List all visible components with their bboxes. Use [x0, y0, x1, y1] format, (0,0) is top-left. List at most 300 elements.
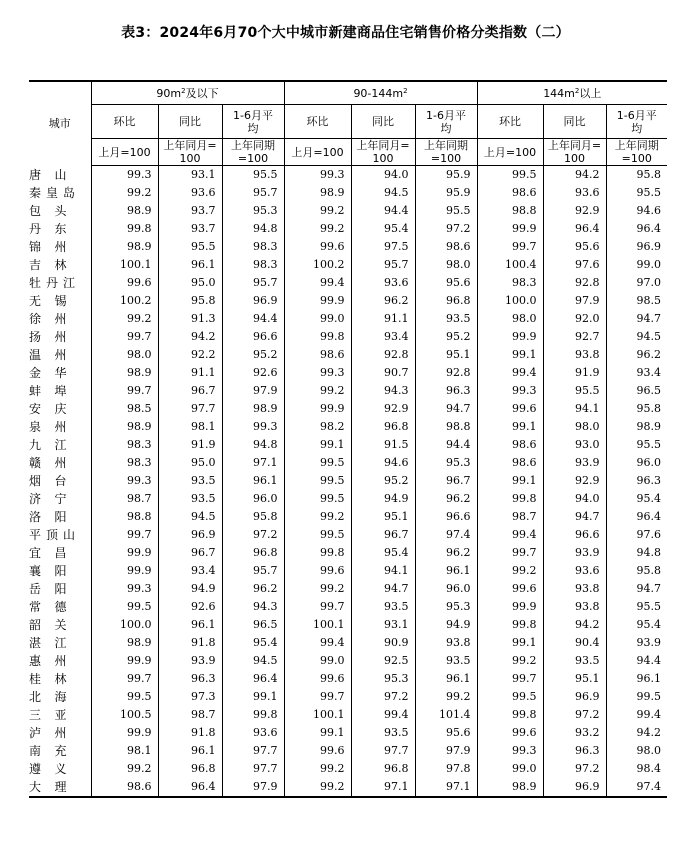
index-value: 96.4 — [543, 220, 606, 238]
index-value: 95.5 — [158, 238, 222, 256]
index-value: 93.8 — [543, 580, 606, 598]
index-value: 99.9 — [477, 598, 543, 616]
index-value: 92.0 — [543, 310, 606, 328]
index-value: 93.5 — [415, 310, 477, 328]
index-value: 99.9 — [477, 220, 543, 238]
city-label: 泸 州 — [29, 726, 67, 740]
index-value: 95.4 — [351, 544, 415, 562]
table-row — [29, 742, 667, 760]
index-value: 99.8 — [284, 328, 351, 346]
index-value: 99.2 — [284, 508, 351, 526]
index-value: 97.2 — [351, 688, 415, 706]
index-value: 99.4 — [477, 364, 543, 382]
base-period-header: 上月=100 — [477, 139, 543, 166]
index-value: 95.7 — [222, 184, 284, 202]
index-value: 91.9 — [543, 364, 606, 382]
index-value: 99.7 — [477, 544, 543, 562]
index-value: 99.3 — [477, 742, 543, 760]
index-value: 98.5 — [606, 292, 667, 310]
index-value: 98.1 — [158, 418, 222, 436]
city-name — [29, 490, 91, 508]
index-value: 96.0 — [415, 580, 477, 598]
index-value: 98.9 — [222, 400, 284, 418]
index-value: 99.4 — [477, 526, 543, 544]
index-value: 96.2 — [222, 580, 284, 598]
city-label: 赣 州 — [29, 456, 67, 470]
price-index-table — [29, 80, 667, 798]
index-value: 98.3 — [222, 256, 284, 274]
index-value: 99.9 — [284, 400, 351, 418]
table-row — [29, 706, 667, 724]
index-value: 97.6 — [543, 256, 606, 274]
index-value: 94.7 — [415, 400, 477, 418]
index-value: 93.5 — [543, 652, 606, 670]
index-value: 95.6 — [415, 724, 477, 742]
index-value: 95.3 — [415, 598, 477, 616]
group-header-small: $90m^2$及以下 — [91, 81, 284, 105]
index-value: 98.0 — [477, 310, 543, 328]
index-value: 99.9 — [91, 544, 158, 562]
city-name — [29, 328, 91, 346]
index-value: 99.8 — [222, 706, 284, 724]
index-value: 96.9 — [222, 292, 284, 310]
index-value: 99.9 — [91, 562, 158, 580]
index-value: 99.2 — [91, 760, 158, 778]
subcolumn-header: 同比 — [351, 105, 415, 139]
index-value: 95.0 — [158, 454, 222, 472]
index-value: 94.0 — [351, 166, 415, 185]
index-value: 99.1 — [477, 346, 543, 364]
index-value: 99.8 — [91, 220, 158, 238]
index-value: 93.7 — [158, 202, 222, 220]
index-value: 99.2 — [415, 688, 477, 706]
index-value: 99.7 — [91, 670, 158, 688]
index-value: 98.9 — [91, 634, 158, 652]
index-value: 99.5 — [284, 490, 351, 508]
index-value: 100.5 — [91, 706, 158, 724]
index-value: 94.0 — [543, 490, 606, 508]
index-value: 96.6 — [543, 526, 606, 544]
subcolumn-header: 环比 — [91, 105, 158, 139]
index-value: 94.8 — [222, 436, 284, 454]
city-label: 金 华 — [29, 366, 67, 380]
index-value: 99.6 — [284, 670, 351, 688]
index-value: 99.6 — [477, 400, 543, 418]
city-label: 丹 东 — [29, 222, 67, 236]
index-value: 98.6 — [477, 454, 543, 472]
index-value: 99.5 — [284, 526, 351, 544]
index-value: 99.2 — [284, 382, 351, 400]
index-value: 97.3 — [158, 688, 222, 706]
index-value: 99.5 — [606, 688, 667, 706]
index-value: 91.1 — [158, 364, 222, 382]
city-name — [29, 220, 91, 238]
index-value: 96.9 — [158, 526, 222, 544]
index-value: 91.8 — [158, 634, 222, 652]
index-value: 91.8 — [158, 724, 222, 742]
index-value: 98.8 — [91, 508, 158, 526]
city-label: 秦 皇 岛 — [29, 186, 76, 200]
index-value: 94.4 — [606, 652, 667, 670]
index-value: 100.0 — [91, 616, 158, 634]
table-row — [29, 472, 667, 490]
table-body — [29, 166, 667, 798]
index-value: 92.9 — [543, 472, 606, 490]
base-period-header: 上年同月=100 — [543, 139, 606, 166]
city-label: 韶 关 — [29, 618, 67, 632]
subcolumn-header: 同比 — [543, 105, 606, 139]
index-value: 91.3 — [158, 310, 222, 328]
index-value: 95.9 — [415, 184, 477, 202]
index-value: 97.4 — [415, 526, 477, 544]
index-value: 95.5 — [606, 598, 667, 616]
index-value: 99.8 — [477, 706, 543, 724]
index-value: 96.2 — [415, 544, 477, 562]
table-row — [29, 166, 667, 185]
table-title: 表3：2024年6月70个大中城市新建商品住宅销售价格分类指数（二） — [121, 25, 570, 41]
index-value: 96.7 — [158, 382, 222, 400]
index-value: 99.7 — [477, 670, 543, 688]
index-value: 97.7 — [158, 400, 222, 418]
index-value: 98.6 — [415, 238, 477, 256]
index-value: 95.7 — [222, 562, 284, 580]
table-row — [29, 454, 667, 472]
index-value: 99.2 — [91, 184, 158, 202]
index-value: 92.7 — [543, 328, 606, 346]
index-value: 99.6 — [284, 562, 351, 580]
index-value: 94.9 — [351, 490, 415, 508]
index-value: 97.9 — [222, 778, 284, 797]
index-value: 99.7 — [284, 598, 351, 616]
index-value: 98.9 — [284, 184, 351, 202]
index-value: 97.1 — [222, 454, 284, 472]
table-row — [29, 724, 667, 742]
index-value: 91.1 — [351, 310, 415, 328]
table-row — [29, 238, 667, 256]
index-value: 99.6 — [284, 742, 351, 760]
city-name — [29, 400, 91, 418]
index-value: 95.0 — [158, 274, 222, 292]
city-label: 桂 林 — [29, 672, 67, 686]
index-value: 99.3 — [284, 166, 351, 185]
index-value: 95.7 — [351, 256, 415, 274]
index-value: 95.1 — [351, 508, 415, 526]
index-value: 101.4 — [415, 706, 477, 724]
city-name — [29, 706, 91, 724]
index-value: 99.8 — [477, 490, 543, 508]
index-value: 98.4 — [606, 760, 667, 778]
index-value: 92.8 — [351, 346, 415, 364]
city-name — [29, 472, 91, 490]
index-value: 98.0 — [543, 418, 606, 436]
index-value: 98.0 — [606, 742, 667, 760]
table-row — [29, 508, 667, 526]
index-value: 96.9 — [543, 688, 606, 706]
index-value: 98.9 — [91, 418, 158, 436]
index-value: 95.3 — [351, 670, 415, 688]
index-value: 94.6 — [606, 202, 667, 220]
index-value: 99.6 — [284, 238, 351, 256]
index-value: 97.1 — [351, 778, 415, 797]
index-value: 94.7 — [606, 310, 667, 328]
index-value: 99.2 — [284, 778, 351, 797]
index-value: 98.6 — [91, 778, 158, 797]
index-value: 93.2 — [543, 724, 606, 742]
city-label: 温 州 — [29, 348, 67, 362]
city-label: 吉 林 — [29, 258, 67, 272]
index-value: 93.5 — [415, 652, 477, 670]
index-value: 96.4 — [222, 670, 284, 688]
index-value: 98.0 — [415, 256, 477, 274]
index-value: 92.8 — [543, 274, 606, 292]
city-name — [29, 562, 91, 580]
city-label: 岳 阳 — [29, 582, 67, 596]
index-value: 94.5 — [222, 652, 284, 670]
index-value: 91.9 — [158, 436, 222, 454]
index-value: 96.2 — [351, 292, 415, 310]
table-row — [29, 760, 667, 778]
index-value: 99.7 — [284, 688, 351, 706]
table-row — [29, 346, 667, 364]
table-row — [29, 562, 667, 580]
index-value: 94.2 — [543, 166, 606, 185]
index-value: 94.8 — [222, 220, 284, 238]
city-name — [29, 652, 91, 670]
city-label: 遵 义 — [29, 762, 67, 776]
index-value: 96.3 — [606, 472, 667, 490]
city-label: 徐 州 — [29, 312, 67, 326]
index-value: 93.9 — [158, 652, 222, 670]
index-value: 99.8 — [477, 616, 543, 634]
index-value: 99.1 — [284, 436, 351, 454]
index-value: 99.2 — [284, 202, 351, 220]
index-value: 93.5 — [351, 598, 415, 616]
index-value: 99.0 — [477, 760, 543, 778]
index-value: 93.6 — [543, 184, 606, 202]
index-value: 99.7 — [477, 238, 543, 256]
index-value: 98.8 — [415, 418, 477, 436]
index-value: 93.4 — [158, 562, 222, 580]
index-value: 98.9 — [91, 202, 158, 220]
index-value: 94.4 — [415, 436, 477, 454]
table-header — [29, 81, 667, 166]
index-value: 96.2 — [606, 346, 667, 364]
index-value: 94.6 — [351, 454, 415, 472]
city-label: 烟 台 — [29, 474, 67, 488]
index-value: 99.3 — [284, 364, 351, 382]
city-name — [29, 292, 91, 310]
table-row — [29, 670, 667, 688]
index-value: 99.2 — [91, 310, 158, 328]
index-value: 95.2 — [415, 328, 477, 346]
index-value: 93.6 — [158, 184, 222, 202]
city-name — [29, 274, 91, 292]
table-row — [29, 364, 667, 382]
index-value: 93.9 — [543, 544, 606, 562]
index-value: 95.8 — [606, 400, 667, 418]
index-value: 97.2 — [415, 220, 477, 238]
table-row — [29, 526, 667, 544]
index-value: 96.4 — [606, 508, 667, 526]
index-value: 96.6 — [222, 328, 284, 346]
index-value: 96.8 — [158, 760, 222, 778]
index-value: 96.0 — [606, 454, 667, 472]
index-value: 95.2 — [222, 346, 284, 364]
index-value: 99.0 — [284, 652, 351, 670]
index-value: 99.5 — [284, 472, 351, 490]
index-value: 95.8 — [606, 562, 667, 580]
index-value: 98.6 — [284, 346, 351, 364]
index-value: 99.6 — [91, 274, 158, 292]
index-value: 100.1 — [91, 256, 158, 274]
index-value: 95.6 — [543, 238, 606, 256]
index-value: 97.7 — [222, 742, 284, 760]
index-value: 99.3 — [222, 418, 284, 436]
index-value: 99.8 — [284, 544, 351, 562]
index-value: 97.8 — [415, 760, 477, 778]
city-label: 锦 州 — [29, 240, 67, 254]
index-value: 93.7 — [158, 220, 222, 238]
index-value: 94.5 — [351, 184, 415, 202]
city-name — [29, 526, 91, 544]
index-value: 93.1 — [158, 166, 222, 185]
index-value: 96.6 — [415, 508, 477, 526]
subcolumn-header: 环比 — [284, 105, 351, 139]
index-value: 99.9 — [91, 652, 158, 670]
index-value: 96.1 — [415, 670, 477, 688]
index-value: 93.9 — [543, 454, 606, 472]
index-value: 94.4 — [222, 310, 284, 328]
table-row — [29, 256, 667, 274]
city-label: 泉 州 — [29, 420, 67, 434]
index-value: 95.3 — [222, 202, 284, 220]
base-period-header: 上年同月=100 — [351, 139, 415, 166]
group-header-large: $144m^2$以上 — [477, 81, 667, 105]
index-value: 95.5 — [606, 436, 667, 454]
city-name — [29, 364, 91, 382]
index-value: 93.5 — [351, 724, 415, 742]
index-value: 97.5 — [351, 238, 415, 256]
index-value: 99.5 — [284, 454, 351, 472]
index-value: 94.2 — [606, 724, 667, 742]
index-value: 95.5 — [222, 166, 284, 185]
index-value: 98.3 — [222, 238, 284, 256]
index-value: 93.5 — [158, 472, 222, 490]
table-row — [29, 418, 667, 436]
table-row — [29, 616, 667, 634]
index-value: 94.7 — [606, 580, 667, 598]
index-value: 100.4 — [477, 256, 543, 274]
city-label: 唐 山 — [29, 167, 67, 182]
city-label: 襄 阳 — [29, 564, 67, 578]
city-name — [29, 454, 91, 472]
index-value: 98.3 — [477, 274, 543, 292]
index-value: 94.1 — [351, 562, 415, 580]
index-value: 99.5 — [477, 166, 543, 185]
index-value: 98.9 — [91, 238, 158, 256]
index-value: 92.6 — [222, 364, 284, 382]
table-row — [29, 184, 667, 202]
index-value: 95.2 — [351, 472, 415, 490]
index-value: 94.3 — [222, 598, 284, 616]
index-value: 98.3 — [91, 454, 158, 472]
index-value: 94.3 — [351, 382, 415, 400]
city-name — [29, 184, 91, 202]
index-value: 97.9 — [415, 742, 477, 760]
city-name — [29, 742, 91, 760]
index-value: 95.1 — [415, 346, 477, 364]
index-value: 95.4 — [222, 634, 284, 652]
index-value: 99.2 — [284, 580, 351, 598]
index-value: 99.4 — [284, 274, 351, 292]
index-value: 98.8 — [477, 202, 543, 220]
index-value: 95.3 — [415, 454, 477, 472]
city-label: 济 宁 — [29, 492, 67, 506]
table-row — [29, 310, 667, 328]
city-label: 蚌 埠 — [29, 384, 67, 398]
index-value: 96.9 — [606, 238, 667, 256]
table-row — [29, 328, 667, 346]
city-name — [29, 544, 91, 562]
index-value: 96.4 — [606, 220, 667, 238]
index-value: 97.9 — [222, 382, 284, 400]
index-value: 95.4 — [606, 616, 667, 634]
index-value: 96.1 — [158, 616, 222, 634]
index-value: 99.0 — [284, 310, 351, 328]
index-value: 96.1 — [415, 562, 477, 580]
city-name — [29, 778, 91, 797]
city-name — [29, 238, 91, 256]
index-value: 98.7 — [477, 508, 543, 526]
city-name — [29, 670, 91, 688]
index-value: 93.6 — [351, 274, 415, 292]
city-name — [29, 202, 91, 220]
city-label: 无 锡 — [29, 294, 67, 308]
index-value: 90.9 — [351, 634, 415, 652]
city-name — [29, 418, 91, 436]
index-value: 95.5 — [415, 202, 477, 220]
base-period-header: 上年同期=100 — [415, 139, 477, 166]
index-value: 99.1 — [477, 418, 543, 436]
group-header-medium: $90-144m^2$ — [284, 81, 477, 105]
index-value: 99.5 — [477, 688, 543, 706]
subcolumn-header: 同比 — [158, 105, 222, 139]
index-value: 92.6 — [158, 598, 222, 616]
index-value: 96.3 — [543, 742, 606, 760]
index-value: 93.4 — [606, 364, 667, 382]
index-value: 99.0 — [606, 256, 667, 274]
table-row — [29, 778, 667, 797]
index-value: 96.7 — [351, 526, 415, 544]
index-value: 94.9 — [415, 616, 477, 634]
index-value: 94.7 — [351, 580, 415, 598]
index-value: 95.4 — [606, 490, 667, 508]
table-row — [29, 202, 667, 220]
index-value: 96.3 — [415, 382, 477, 400]
index-value: 93.5 — [158, 490, 222, 508]
index-value: 96.4 — [158, 778, 222, 797]
city-label: 湛 江 — [29, 636, 67, 650]
index-value: 99.7 — [91, 526, 158, 544]
index-value: 94.4 — [351, 202, 415, 220]
index-value: 97.7 — [351, 742, 415, 760]
index-value: 95.9 — [415, 166, 477, 185]
index-value: 92.8 — [415, 364, 477, 382]
index-value: 99.9 — [477, 328, 543, 346]
index-value: 98.3 — [91, 436, 158, 454]
table-row — [29, 490, 667, 508]
city-column-header: 城市 — [29, 81, 91, 166]
